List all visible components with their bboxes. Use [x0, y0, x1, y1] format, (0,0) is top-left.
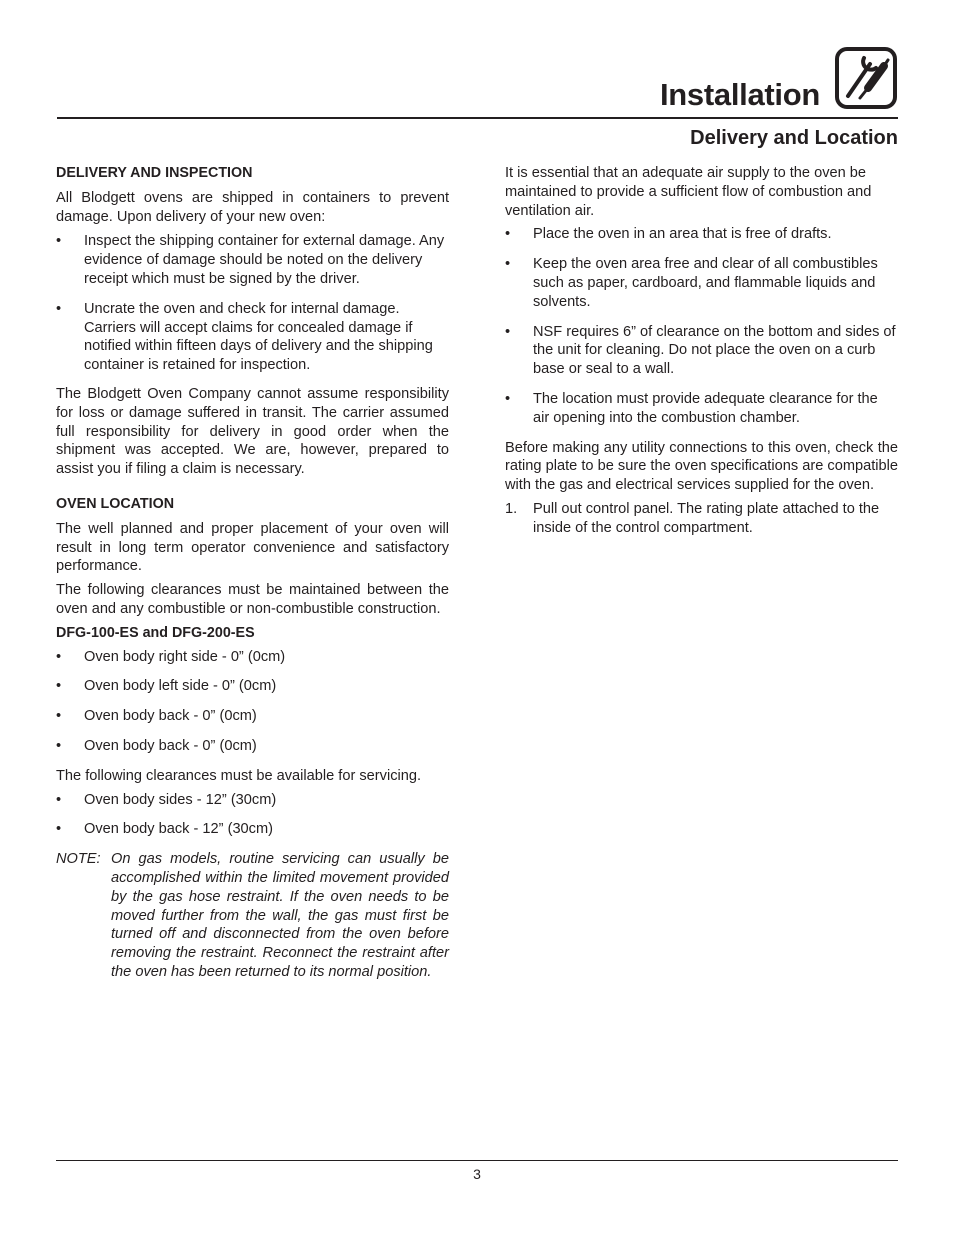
list-item-text: NSF requires 6” of clearance on the bottom and sides of the unit for cleaning. Do not place the oven on a curb base or seal to a wall.: [533, 323, 896, 378]
list-item-text: Inspect the shipping container for external damage. Any evidence of damage should be noted on the delivery receipt which must be signed by the driver.: [84, 233, 445, 287]
bullet-marker: •: [56, 821, 62, 838]
clearance-paragraph: The following clearances must be maintained between the oven and any combustible or non-combustible construction.: [56, 582, 449, 617]
bullet-marker: •: [56, 300, 62, 317]
page-title: Installation: [659, 77, 820, 112]
footer-divider: [56, 1160, 898, 1161]
step-text: Pull out control panel. The rating plate attached to the inside of the control compartment.: [533, 500, 880, 536]
transit-damage-paragraph: The Blodgett Oven Company cannot assume responsibility for loss or damage suffered in transit. The carrier assumed full responsibility for delivery in good order when the shipment was accepted. We are, however, prepared to assist you if filing a claim is necessary.: [56, 385, 449, 478]
list-item-text: Uncrate the oven and check for internal damage. Carriers will accept claims for concealed damage if notified within fifteen days of delivery and the shipping container is retained for inspection.: [84, 300, 433, 374]
list-item: [505, 323, 898, 379]
list-item: [56, 232, 449, 288]
list-item-text: Oven body back - 12” (30cm): [84, 821, 273, 838]
bullet-marker: •: [505, 256, 511, 273]
air-supply-paragraph: It is essential that an adequate air supply to the oven be maintained to provide a sufficient flow of combustion and ventilation air.: [505, 165, 872, 219]
location-paragraph: The well planned and proper placement of your oven will result in long term operator convenience and satisfactory performance.: [56, 520, 449, 575]
bullet-marker: •: [56, 791, 62, 808]
wrench-screwdriver-icon: [834, 46, 898, 110]
page-number: 3: [473, 1166, 481, 1182]
left-column: [56, 164, 449, 982]
list-item-text: Place the oven in an area that is free of drafts.: [533, 226, 832, 243]
servicing-bullet-list: [56, 791, 449, 840]
delivery-bullet-list: [56, 232, 449, 375]
list-item: [56, 707, 449, 726]
delivery-heading: DELIVERY AND INSPECTION: [56, 165, 253, 181]
list-item: [56, 648, 449, 667]
list-item: [56, 737, 449, 756]
list-item: [56, 300, 449, 375]
list-item: [56, 677, 449, 696]
bullet-marker: •: [56, 737, 62, 754]
steps-list: [505, 500, 898, 538]
list-item: [56, 791, 449, 810]
list-item-text: Oven body back - 0” (0cm): [84, 708, 257, 725]
note-text: On gas models, routine servicing can usually be accomplished within the limited movement provided by the gas hose restraint. If the oven needs to be moved further from the wall, the gas must first be turned off and disconnected from the oven before removing the restraint. Reconnect the restraint after the oven has been returned to its normal position.: [111, 851, 449, 980]
list-item-text: The location must provide adequate clearance for the air opening into the combustion chamber.: [533, 390, 878, 426]
list-item-text: Oven body right side - 0” (0cm): [84, 648, 286, 665]
bullet-marker: •: [56, 648, 62, 665]
list-item-text: Keep the oven area free and clear of all combustibles such as paper, cardboard, and flammable liquids and solvents.: [533, 256, 878, 310]
step-number: 1.: [505, 500, 518, 517]
oven-location-heading: OVEN LOCATION: [56, 495, 175, 512]
air-bullet-list: [505, 225, 898, 427]
bullet-marker: •: [505, 226, 511, 243]
bullet-marker: •: [56, 678, 62, 695]
header-divider: [57, 117, 898, 119]
list-item: [56, 820, 449, 839]
utility-paragraph: Before making any utility connections to this oven, check the rating plate to be sure the oven specifications are compatible with the gas and electrical services supplied for the oven.: [505, 439, 898, 494]
note-label: NOTE:: [56, 851, 101, 868]
clearance-bullet-list: [56, 648, 449, 756]
section-subtitle: Delivery and Location: [690, 127, 898, 149]
gas-servicing-note: [56, 850, 449, 982]
servicing-intro: The following clearances must be available for servicing.: [56, 767, 422, 784]
list-item: [505, 225, 898, 244]
step-item: [505, 500, 898, 538]
bullet-marker: •: [505, 323, 511, 340]
bullet-marker: •: [505, 390, 511, 407]
list-item-text: Oven body sides - 12” (30cm): [84, 791, 277, 808]
list-item-text: Oven body left side - 0” (0cm): [84, 678, 277, 695]
right-column: [505, 164, 898, 538]
delivery-intro: All Blodgett ovens are shipped in containers to prevent damage. Upon delivery of your new oven:: [56, 189, 449, 225]
list-item: [505, 390, 898, 428]
model-heading: DFG-100-ES and DFG-200-ES: [56, 624, 255, 641]
list-item-text: Oven body back - 0” (0cm): [84, 737, 257, 754]
bullet-marker: •: [56, 233, 62, 250]
list-item: [505, 255, 898, 311]
bullet-marker: •: [56, 708, 62, 725]
